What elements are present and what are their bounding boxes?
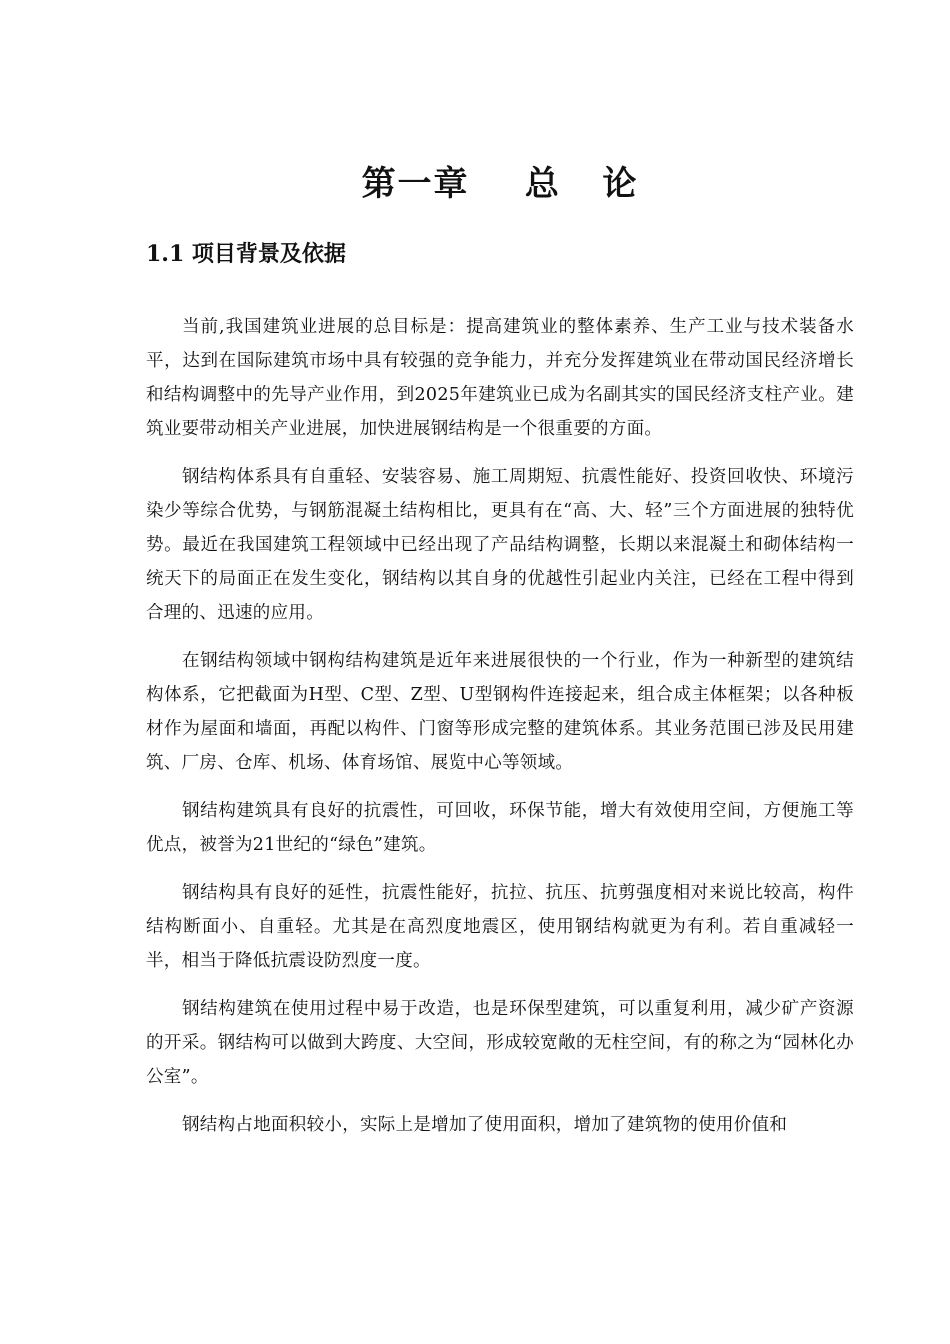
paragraph-1: 当前,我国建筑业进展的总目标是：提高建筑业的整体素养、生产工业与技术装备水平，达到在国际建筑市场中具有较强的竞争能力，并充分发挥建筑业在带动国民经济增长和结构调整中的先导产业作用，到2025年建筑业已成为名副其实的国民经济支柱产业。建筑业要带动相关产业进展，加快进展钢结构是一个很重要的方面。 — [146, 317, 854, 439]
paragraph-2: 钢结构体系具有自重轻、安装容易、施工周期短、抗震性能好、投资回收快、环境污染少等综合优势，与钢筋混凝土结构相比，更具有在“高、大、轻”三个方面进展的独特优势。最近在我国建筑工程领域中已经出现了产品结构调整，长期以来混凝土和砌体结构一统天下的局面正在发生变化，钢结构以其自身的优越性引起业内关注，已经在工程中得到合理的、迅速的应用。 — [146, 467, 854, 623]
paragraph-5: 钢结构具有良好的延性，抗震性能好，抗拉、抗压、抗剪强度相对来说比较高，构件结构断面小、自重轻。尤其是在高烈度地震区，使用钢结构就更为有利。若自重减轻一半，相当于降低抗震设防烈度一度。 — [146, 883, 854, 971]
chapter-title: 第一章 总 论 — [361, 164, 639, 204]
page-content — [146, 156, 854, 1156]
body-text — [146, 310, 854, 1142]
paragraph-7: 钢结构占地面积较小，实际上是增加了使用面积，增加了建筑物的使用价值和 — [182, 1115, 788, 1135]
paragraph-4: 钢结构建筑具有良好的抗震性，可回收，环保节能，增大有效使用空间，方便施工等优点，被誉为21世纪的“绿色”建筑。 — [146, 801, 854, 855]
paragraph-3: 在钢结构领域中钢构结构建筑是近年来进展很快的一个行业，作为一种新型的建筑结构体系，它把截面为H型、C型、Z型、U型钢构件连接起来，组合成主体框架；以各种板材作为屋面和墙面，再配以构件、门窗等形成完整的建筑体系。其业务范围已涉及民用建筑、厂房、仓库、机场、体育场馆、展览中心等领域。 — [146, 651, 854, 773]
paragraph-6: 钢结构建筑在使用过程中易于改造，也是环保型建筑，可以重复利用，减少矿产资源的开采。钢结构可以做到大跨度、大空间，形成较宽敞的无柱空间，有的称之为“园林化办公室”。 — [146, 999, 854, 1087]
section-title: 1.1 项目背景及依据 — [146, 241, 346, 267]
